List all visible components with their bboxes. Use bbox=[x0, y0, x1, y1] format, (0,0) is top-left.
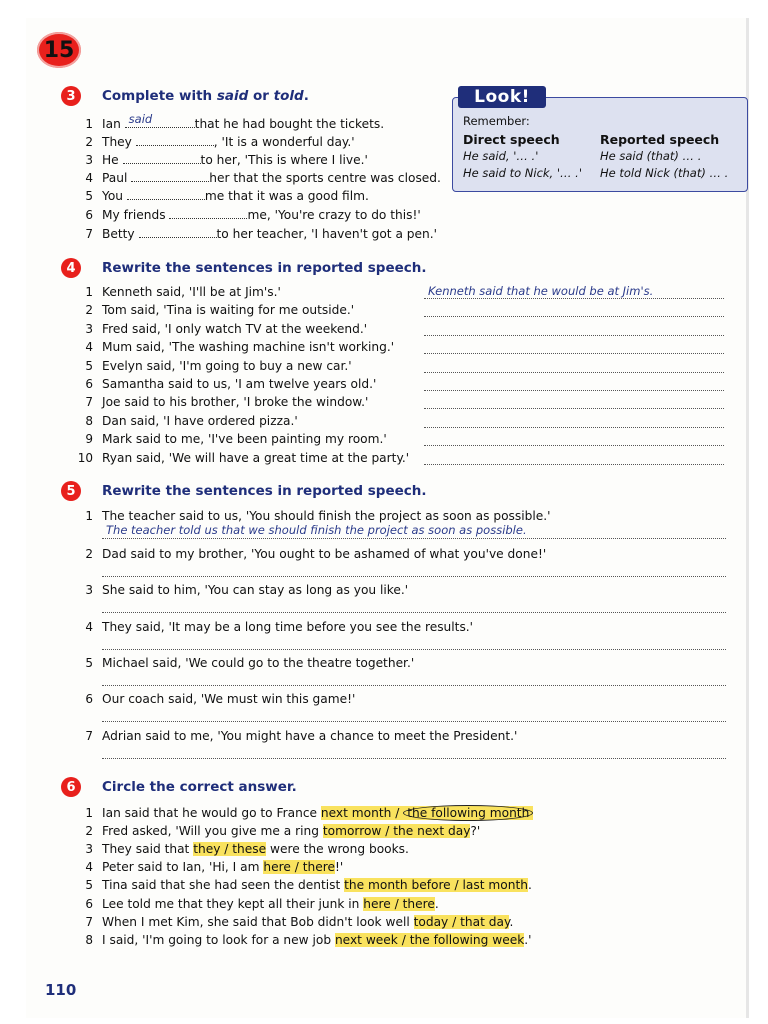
item-number: 10 bbox=[77, 451, 93, 465]
title-told: told bbox=[273, 88, 304, 104]
option-separator: / bbox=[391, 806, 404, 820]
list-item bbox=[102, 841, 409, 857]
answer-line[interactable] bbox=[424, 298, 724, 299]
item-text-end: ?' bbox=[470, 824, 481, 838]
answer-line[interactable] bbox=[102, 758, 726, 759]
option-separator: / bbox=[290, 860, 303, 874]
item-text-start: Ian bbox=[102, 117, 125, 131]
answer-line[interactable] bbox=[424, 372, 724, 373]
answer-line[interactable] bbox=[102, 649, 726, 650]
look-box bbox=[452, 97, 748, 192]
answer-option-1[interactable]: tomorrow bbox=[322, 824, 382, 838]
option-separator: / bbox=[390, 897, 403, 911]
answer-options bbox=[414, 915, 510, 929]
item-number: 4 bbox=[85, 171, 93, 185]
answer-options bbox=[263, 860, 335, 874]
item-number: 5 bbox=[85, 189, 93, 203]
handwritten-answer: Kenneth said that he would be at Jim's. bbox=[428, 284, 654, 298]
answer-options bbox=[335, 933, 524, 947]
answer-blank[interactable] bbox=[125, 112, 195, 128]
item-text-start: I said, 'I'm going to look for a new job bbox=[102, 933, 335, 947]
answer-options bbox=[344, 878, 528, 892]
title-said: said bbox=[216, 88, 249, 104]
answer-line[interactable] bbox=[424, 464, 724, 465]
answer-blank[interactable] bbox=[127, 188, 205, 200]
unit-badge bbox=[37, 32, 81, 68]
section-5-title: Rewrite the sentences in reported speech. bbox=[102, 483, 427, 499]
item-text-end: . bbox=[527, 878, 532, 892]
answer-blank[interactable] bbox=[139, 226, 217, 238]
item-number: 5 bbox=[85, 878, 93, 892]
list-item: Our coach said, 'We must win this game!' bbox=[102, 692, 356, 706]
list-item bbox=[102, 805, 533, 821]
item-number: 3 bbox=[85, 583, 93, 597]
item-text-start: Lee told me that they kept all their junk in bbox=[102, 897, 364, 911]
item-number: 1 bbox=[85, 806, 93, 820]
answer-option-1[interactable]: today bbox=[413, 915, 449, 929]
title-text: . bbox=[303, 88, 309, 104]
item-text-start: You bbox=[102, 189, 127, 203]
item-text-start: They bbox=[102, 135, 136, 149]
list-item: Adrian said to me, 'You might have a chance to meet the President.' bbox=[102, 729, 518, 743]
list-item: Mum said, 'The washing machine isn't working.' bbox=[102, 340, 395, 354]
answer-option-1[interactable]: here bbox=[263, 860, 291, 874]
section-3-number: 3 bbox=[61, 86, 81, 106]
item-number: 6 bbox=[85, 897, 93, 911]
title-text: or bbox=[248, 88, 274, 104]
list-item bbox=[102, 226, 437, 242]
answer-line[interactable] bbox=[424, 408, 724, 409]
item-text-end: that he had bought the tickets. bbox=[194, 117, 385, 131]
answer-option-2[interactable]: the following week bbox=[409, 933, 525, 947]
answer-option-1[interactable]: the month before bbox=[344, 878, 451, 892]
item-number: 1 bbox=[85, 117, 93, 131]
section-6-number: 6 bbox=[61, 777, 81, 797]
option-separator: / bbox=[397, 933, 410, 947]
answer-option-1[interactable]: next week bbox=[334, 933, 398, 947]
look-direct-head: Direct speech bbox=[463, 132, 560, 147]
item-number: 3 bbox=[85, 842, 93, 856]
list-item bbox=[102, 170, 441, 186]
item-number: 6 bbox=[85, 692, 93, 706]
list-item: Joe said to his brother, 'I broke the window.' bbox=[102, 395, 369, 409]
item-number: 7 bbox=[85, 227, 93, 241]
list-item: Dan said, 'I have ordered pizza.' bbox=[102, 414, 298, 428]
item-number: 1 bbox=[85, 509, 93, 523]
look-reported-head: Reported speech bbox=[600, 132, 720, 147]
item-number: 2 bbox=[85, 824, 93, 838]
item-number: 4 bbox=[85, 860, 93, 874]
answer-option-2[interactable]: last month bbox=[462, 878, 528, 892]
answer-line[interactable] bbox=[102, 685, 726, 686]
answer-blank[interactable] bbox=[123, 152, 201, 164]
list-item bbox=[102, 134, 355, 150]
answer-option-2[interactable]: the next day bbox=[393, 824, 471, 838]
item-text-end: to her teacher, 'I haven't got a pen.' bbox=[216, 227, 437, 241]
item-text-end: . bbox=[434, 897, 439, 911]
section-5-number: 5 bbox=[61, 481, 81, 501]
answer-line[interactable] bbox=[424, 427, 724, 428]
item-text-start: He bbox=[102, 153, 123, 167]
option-separator: / bbox=[450, 878, 463, 892]
item-number: 7 bbox=[85, 915, 93, 929]
look-row1-reported: He said (that) … . bbox=[600, 149, 702, 163]
item-number: 8 bbox=[85, 933, 93, 947]
item-text-end: . bbox=[509, 915, 514, 929]
answer-option-2[interactable]: there bbox=[302, 860, 335, 874]
item-text-end: me, 'You're crazy to do this!' bbox=[247, 208, 421, 222]
list-item bbox=[102, 896, 439, 912]
item-number: 9 bbox=[85, 432, 93, 446]
list-item bbox=[102, 112, 385, 132]
item-text-start: When I met Kim, she said that Bob didn't look well bbox=[102, 915, 414, 929]
item-number: 2 bbox=[85, 303, 93, 317]
list-item bbox=[102, 152, 368, 168]
look-remember: Remember: bbox=[463, 114, 530, 128]
item-text-end: were the wrong books. bbox=[266, 842, 409, 856]
answer-line[interactable] bbox=[102, 612, 726, 613]
answer-options bbox=[193, 842, 266, 856]
answer-blank[interactable] bbox=[131, 170, 209, 182]
item-text-end: her that the sports centre was closed. bbox=[209, 171, 441, 185]
list-item bbox=[102, 914, 513, 930]
list-item: They said, 'It may be a long time before you see the results.' bbox=[102, 620, 474, 634]
item-text-end: !' bbox=[334, 860, 344, 874]
list-item bbox=[102, 823, 480, 839]
section-4-number: 4 bbox=[61, 258, 81, 278]
list-item: Samantha said to us, 'I am twelve years old.' bbox=[102, 377, 377, 391]
list-item: Tom said, 'Tina is waiting for me outside.' bbox=[102, 303, 355, 317]
option-separator: / bbox=[448, 915, 461, 929]
item-number: 6 bbox=[85, 208, 93, 222]
item-text-start: My friends bbox=[102, 208, 170, 222]
item-text-start: Betty bbox=[102, 227, 139, 241]
item-text-end: me that it was a good film. bbox=[204, 189, 369, 203]
answer-line[interactable] bbox=[424, 316, 724, 317]
answer-option-2[interactable]: the following month bbox=[403, 805, 533, 821]
answer-options bbox=[321, 806, 533, 820]
item-number: 1 bbox=[85, 285, 93, 299]
handwritten-answer: said bbox=[128, 112, 153, 126]
item-number: 3 bbox=[85, 322, 93, 336]
item-number: 7 bbox=[85, 395, 93, 409]
item-text-end: , 'It is a wonderful day.' bbox=[213, 135, 355, 149]
page-number: 110 bbox=[45, 981, 77, 999]
item-number: 5 bbox=[85, 359, 93, 373]
item-number: 4 bbox=[85, 340, 93, 354]
answer-option-1[interactable]: they bbox=[193, 842, 221, 856]
item-number: 2 bbox=[85, 547, 93, 561]
item-text-start: Fred asked, 'Will you give me a ring bbox=[102, 824, 323, 838]
list-item: Evelyn said, 'I'm going to buy a new car.' bbox=[102, 359, 352, 373]
list-item: Mark said to me, 'I've been painting my room.' bbox=[102, 432, 387, 446]
item-text-start: They said that bbox=[102, 842, 194, 856]
answer-options bbox=[363, 897, 435, 911]
section-4-title: Rewrite the sentences in reported speech. bbox=[102, 260, 427, 276]
answer-line[interactable] bbox=[424, 390, 724, 391]
list-item: She said to him, 'You can stay as long as you like.' bbox=[102, 583, 409, 597]
item-text-end: to her, 'This is where I live.' bbox=[200, 153, 368, 167]
item-number: 2 bbox=[85, 135, 93, 149]
list-item bbox=[102, 207, 421, 223]
list-item bbox=[102, 188, 369, 204]
answer-option-2[interactable]: that day bbox=[460, 915, 510, 929]
answer-options bbox=[323, 824, 471, 838]
answer-blank[interactable] bbox=[136, 134, 214, 146]
item-number: 7 bbox=[85, 729, 93, 743]
item-text-start: Ian said that he would go to France bbox=[102, 806, 321, 820]
look-row2-reported: He told Nick (that) … . bbox=[600, 166, 729, 180]
section-6-title: Circle the correct answer. bbox=[102, 779, 297, 795]
answer-option-1[interactable]: next month bbox=[320, 806, 392, 820]
answer-blank[interactable] bbox=[169, 207, 247, 219]
list-item: Kenneth said, 'I'll be at Jim's.' bbox=[102, 285, 281, 299]
item-text-start: Peter said to Ian, 'Hi, I am bbox=[102, 860, 264, 874]
list-item: The teacher said to us, 'You should finish the project as soon as possible.' bbox=[102, 509, 551, 523]
item-text-end: .' bbox=[524, 933, 532, 947]
option-separator: / bbox=[220, 842, 233, 856]
answer-line[interactable] bbox=[424, 335, 724, 336]
list-item: Fred said, 'I only watch TV at the weekend.' bbox=[102, 322, 368, 336]
answer-line[interactable] bbox=[102, 538, 726, 539]
list-item bbox=[102, 877, 532, 893]
list-item bbox=[102, 932, 532, 948]
item-number: 3 bbox=[85, 153, 93, 167]
answer-line[interactable] bbox=[102, 721, 726, 722]
answer-option-1[interactable]: here bbox=[363, 897, 391, 911]
item-number: 8 bbox=[85, 414, 93, 428]
look-row1-direct: He said, '… .' bbox=[463, 149, 539, 163]
list-item: Dad said to my brother, 'You ought to be ashamed of what you've done!' bbox=[102, 547, 547, 561]
answer-option-2[interactable]: there bbox=[402, 897, 435, 911]
item-text-start: Paul bbox=[102, 171, 132, 185]
look-row2-direct: He said to Nick, '… .' bbox=[463, 166, 582, 180]
section-3-title bbox=[102, 88, 309, 104]
item-text-start: Tina said that she had seen the dentist bbox=[102, 878, 345, 892]
answer-line[interactable] bbox=[424, 353, 724, 354]
item-number: 5 bbox=[85, 656, 93, 670]
item-number: 4 bbox=[85, 620, 93, 634]
answer-line[interactable] bbox=[102, 576, 726, 577]
list-item: Michael said, 'We could go to the theatre together.' bbox=[102, 656, 415, 670]
look-title: Look! bbox=[458, 86, 546, 108]
unit-number: 15 bbox=[43, 37, 75, 63]
handwritten-answer: The teacher told us that we should finish the project as soon as possible. bbox=[106, 523, 527, 537]
title-text: Complete with bbox=[102, 88, 217, 104]
list-item bbox=[102, 859, 343, 875]
item-number: 6 bbox=[85, 377, 93, 391]
list-item: Ryan said, 'We will have a great time at the party.' bbox=[102, 451, 410, 465]
answer-option-2[interactable]: these bbox=[232, 842, 267, 856]
answer-line[interactable] bbox=[424, 445, 724, 446]
option-separator: / bbox=[381, 824, 394, 838]
